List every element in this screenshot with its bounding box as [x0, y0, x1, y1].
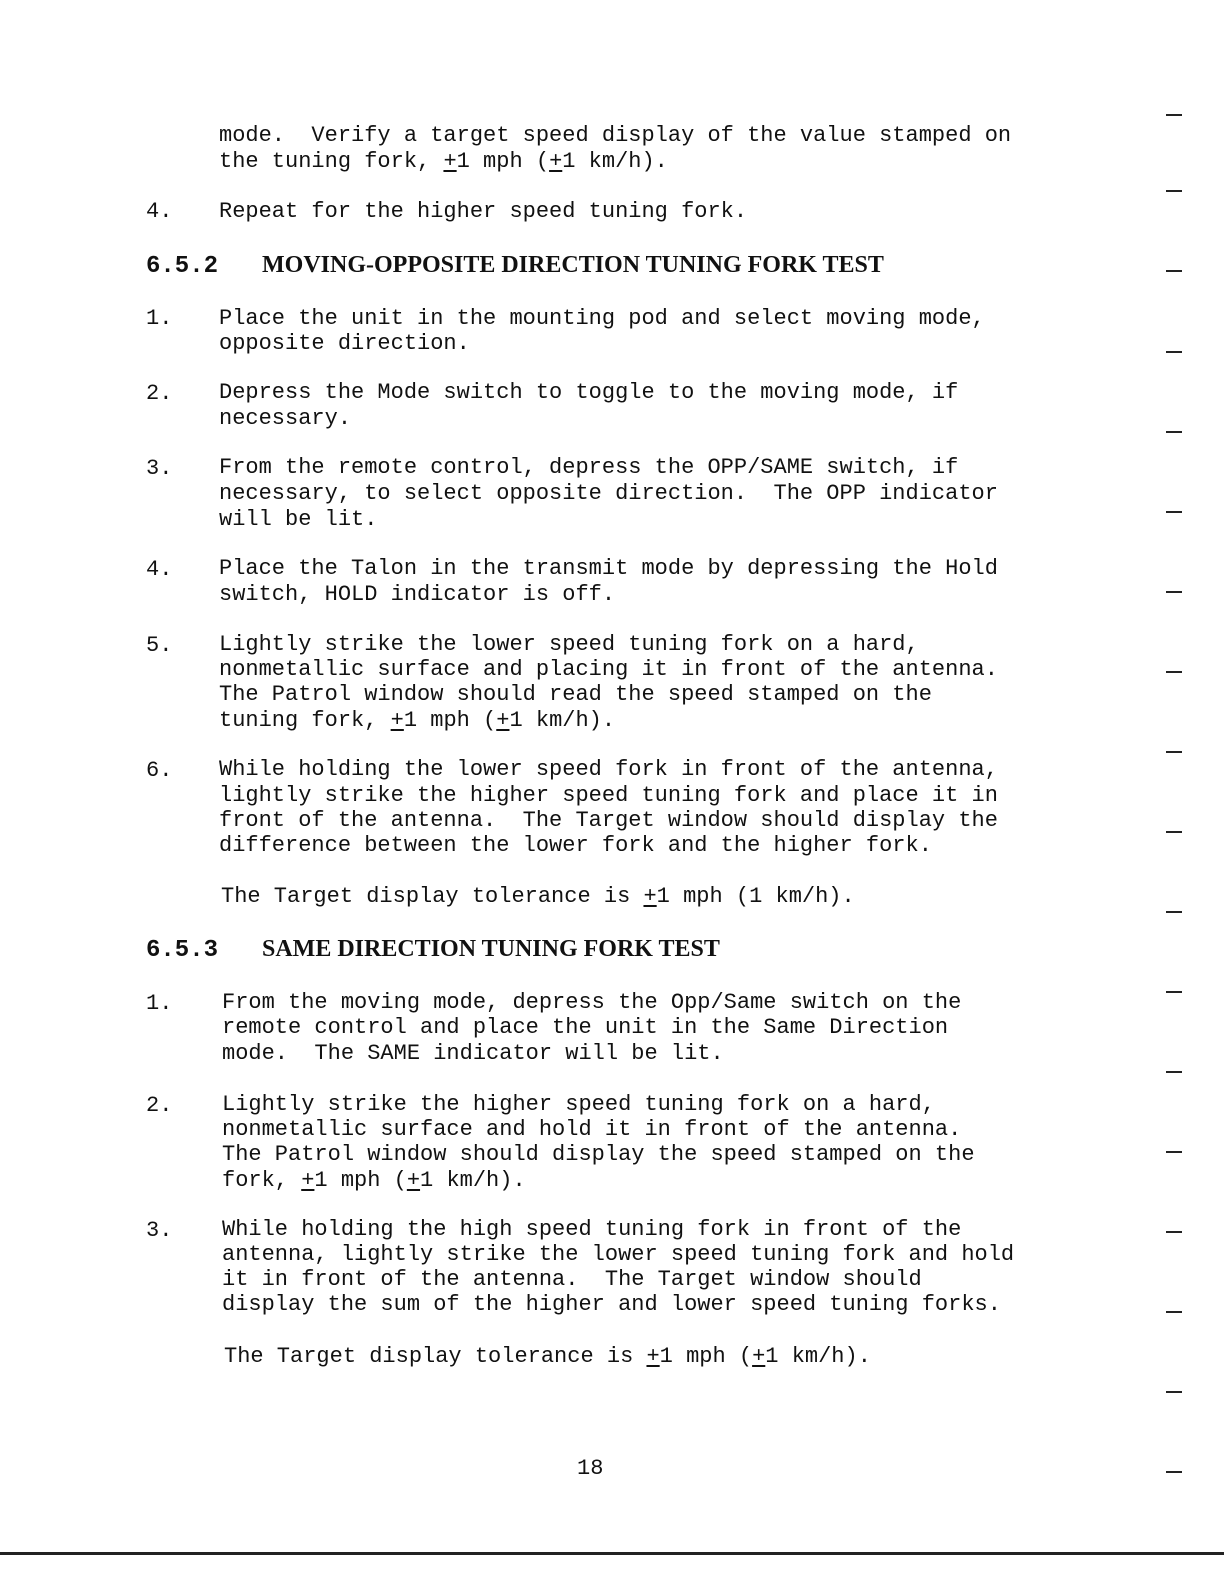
- step-line: While holding the lower speed fork in front of the antenna,: [219, 757, 998, 782]
- margin-mark: [1166, 190, 1182, 192]
- margin-mark: [1166, 991, 1182, 993]
- margin-mark: [1166, 671, 1182, 673]
- step-number: 5.: [146, 633, 173, 658]
- intro-line-1: mode. Verify a target speed display of the value stamped on: [219, 123, 1012, 148]
- step-line: From the remote control, depress the OPP/SAME switch, if: [219, 455, 959, 480]
- plus-minus-sign: +: [443, 149, 457, 174]
- step-line: necessary.: [219, 406, 352, 431]
- step-line: it in front of the antenna. The Target window should: [222, 1267, 922, 1292]
- margin-mark: [1166, 1391, 1182, 1393]
- step-line: Depress the Mode switch to toggle to the moving mode, if: [219, 380, 959, 405]
- step-line: From the moving mode, depress the Opp/Same switch on the: [222, 990, 962, 1015]
- step-number: 4.: [146, 199, 173, 224]
- margin-mark: [1166, 114, 1182, 116]
- margin-mark: [1166, 1071, 1182, 1073]
- margin-mark: [1166, 431, 1182, 433]
- step-line: While holding the high speed tuning fork in front of the: [222, 1217, 962, 1242]
- margin-mark: [1166, 270, 1182, 272]
- section-heading-6-5-2: 6.5.2 MOVING-OPPOSITE DIRECTION TUNING FORK TEST: [146, 252, 884, 280]
- plus-minus-sign: +: [643, 884, 657, 909]
- step-line: nonmetallic surface and placing it in front of the antenna.: [219, 657, 998, 682]
- margin-mark: [1166, 911, 1182, 913]
- step-line: Place the unit in the mounting pod and select moving mode,: [219, 306, 985, 331]
- plus-minus-sign: +: [390, 708, 404, 733]
- step-line: nonmetallic surface and hold it in front of the antenna.: [222, 1117, 962, 1142]
- margin-mark: [1166, 751, 1182, 753]
- intro-line-2: the tuning fork, +1 mph (+1 km/h).: [219, 149, 668, 174]
- step-line: difference between the lower fork and the higher fork.: [219, 833, 932, 858]
- plus-minus-sign: +: [549, 149, 563, 174]
- step-text: Repeat for the higher speed tuning fork.: [219, 199, 748, 224]
- margin-mark: [1166, 831, 1182, 833]
- step-line: fork, +1 mph (+1 km/h).: [222, 1168, 526, 1193]
- step-line: front of the antenna. The Target window should display the: [219, 808, 998, 833]
- step-number: 2.: [146, 381, 173, 406]
- step-line: The Patrol window should display the speed stamped on the: [222, 1142, 975, 1167]
- margin-mark: [1166, 511, 1182, 513]
- step-line: will be lit.: [219, 507, 378, 532]
- step-line: necessary, to select opposite direction. The OPP indicator: [219, 481, 998, 506]
- step-number: 1.: [146, 306, 173, 331]
- margin-mark: [1166, 351, 1182, 353]
- section-heading-6-5-3: 6.5.3 SAME DIRECTION TUNING FORK TEST: [146, 936, 720, 964]
- bottom-rule: [0, 1552, 1224, 1555]
- margin-mark: [1166, 1311, 1182, 1313]
- step-line: tuning fork, +1 mph (+1 km/h).: [219, 708, 616, 733]
- margin-mark: [1166, 1151, 1182, 1153]
- step-line: display the sum of the higher and lower speed tuning forks.: [222, 1292, 1001, 1317]
- margin-mark: [1166, 591, 1182, 593]
- plus-minus-sign: +: [646, 1344, 660, 1369]
- margin-mark: [1166, 1231, 1182, 1233]
- step-line: antenna, lightly strike the lower speed tuning fork and hold: [222, 1242, 1015, 1267]
- plus-minus-sign: +: [406, 1168, 421, 1193]
- step-line: switch, HOLD indicator is off.: [219, 582, 616, 607]
- step-line: remote control and place the unit in the Same Direction: [222, 1015, 949, 1040]
- step-line: Place the Talon in the transmit mode by depressing the Hold: [219, 556, 998, 581]
- step-line: Lightly strike the higher speed tuning fork on a hard,: [222, 1092, 935, 1117]
- plus-minus-sign: +: [752, 1344, 766, 1369]
- step-line: mode. The SAME indicator will be lit.: [222, 1041, 724, 1066]
- step-line: opposite direction.: [219, 331, 470, 356]
- step-number: 4.: [146, 557, 173, 582]
- tolerance-note: The Target display tolerance is +1 mph (1 km/h).: [221, 884, 855, 909]
- tolerance-note: The Target display tolerance is +1 mph (+1 km/h).: [224, 1344, 871, 1369]
- page-number: 18: [577, 1456, 604, 1481]
- step-line: Lightly strike the lower speed tuning fork on a hard,: [219, 632, 919, 657]
- step-number: 1.: [146, 991, 173, 1016]
- plus-minus-sign: +: [496, 708, 510, 733]
- step-line: lightly strike the higher speed tuning fork and place it in: [219, 783, 998, 808]
- step-number: 3.: [146, 1218, 173, 1243]
- step-number: 6.: [146, 758, 173, 783]
- margin-mark: [1166, 1471, 1182, 1473]
- plus-minus-sign: +: [301, 1168, 315, 1193]
- step-number: 2.: [146, 1093, 173, 1118]
- step-line: The Patrol window should read the speed stamped on the: [219, 682, 932, 707]
- step-number: 3.: [146, 456, 173, 481]
